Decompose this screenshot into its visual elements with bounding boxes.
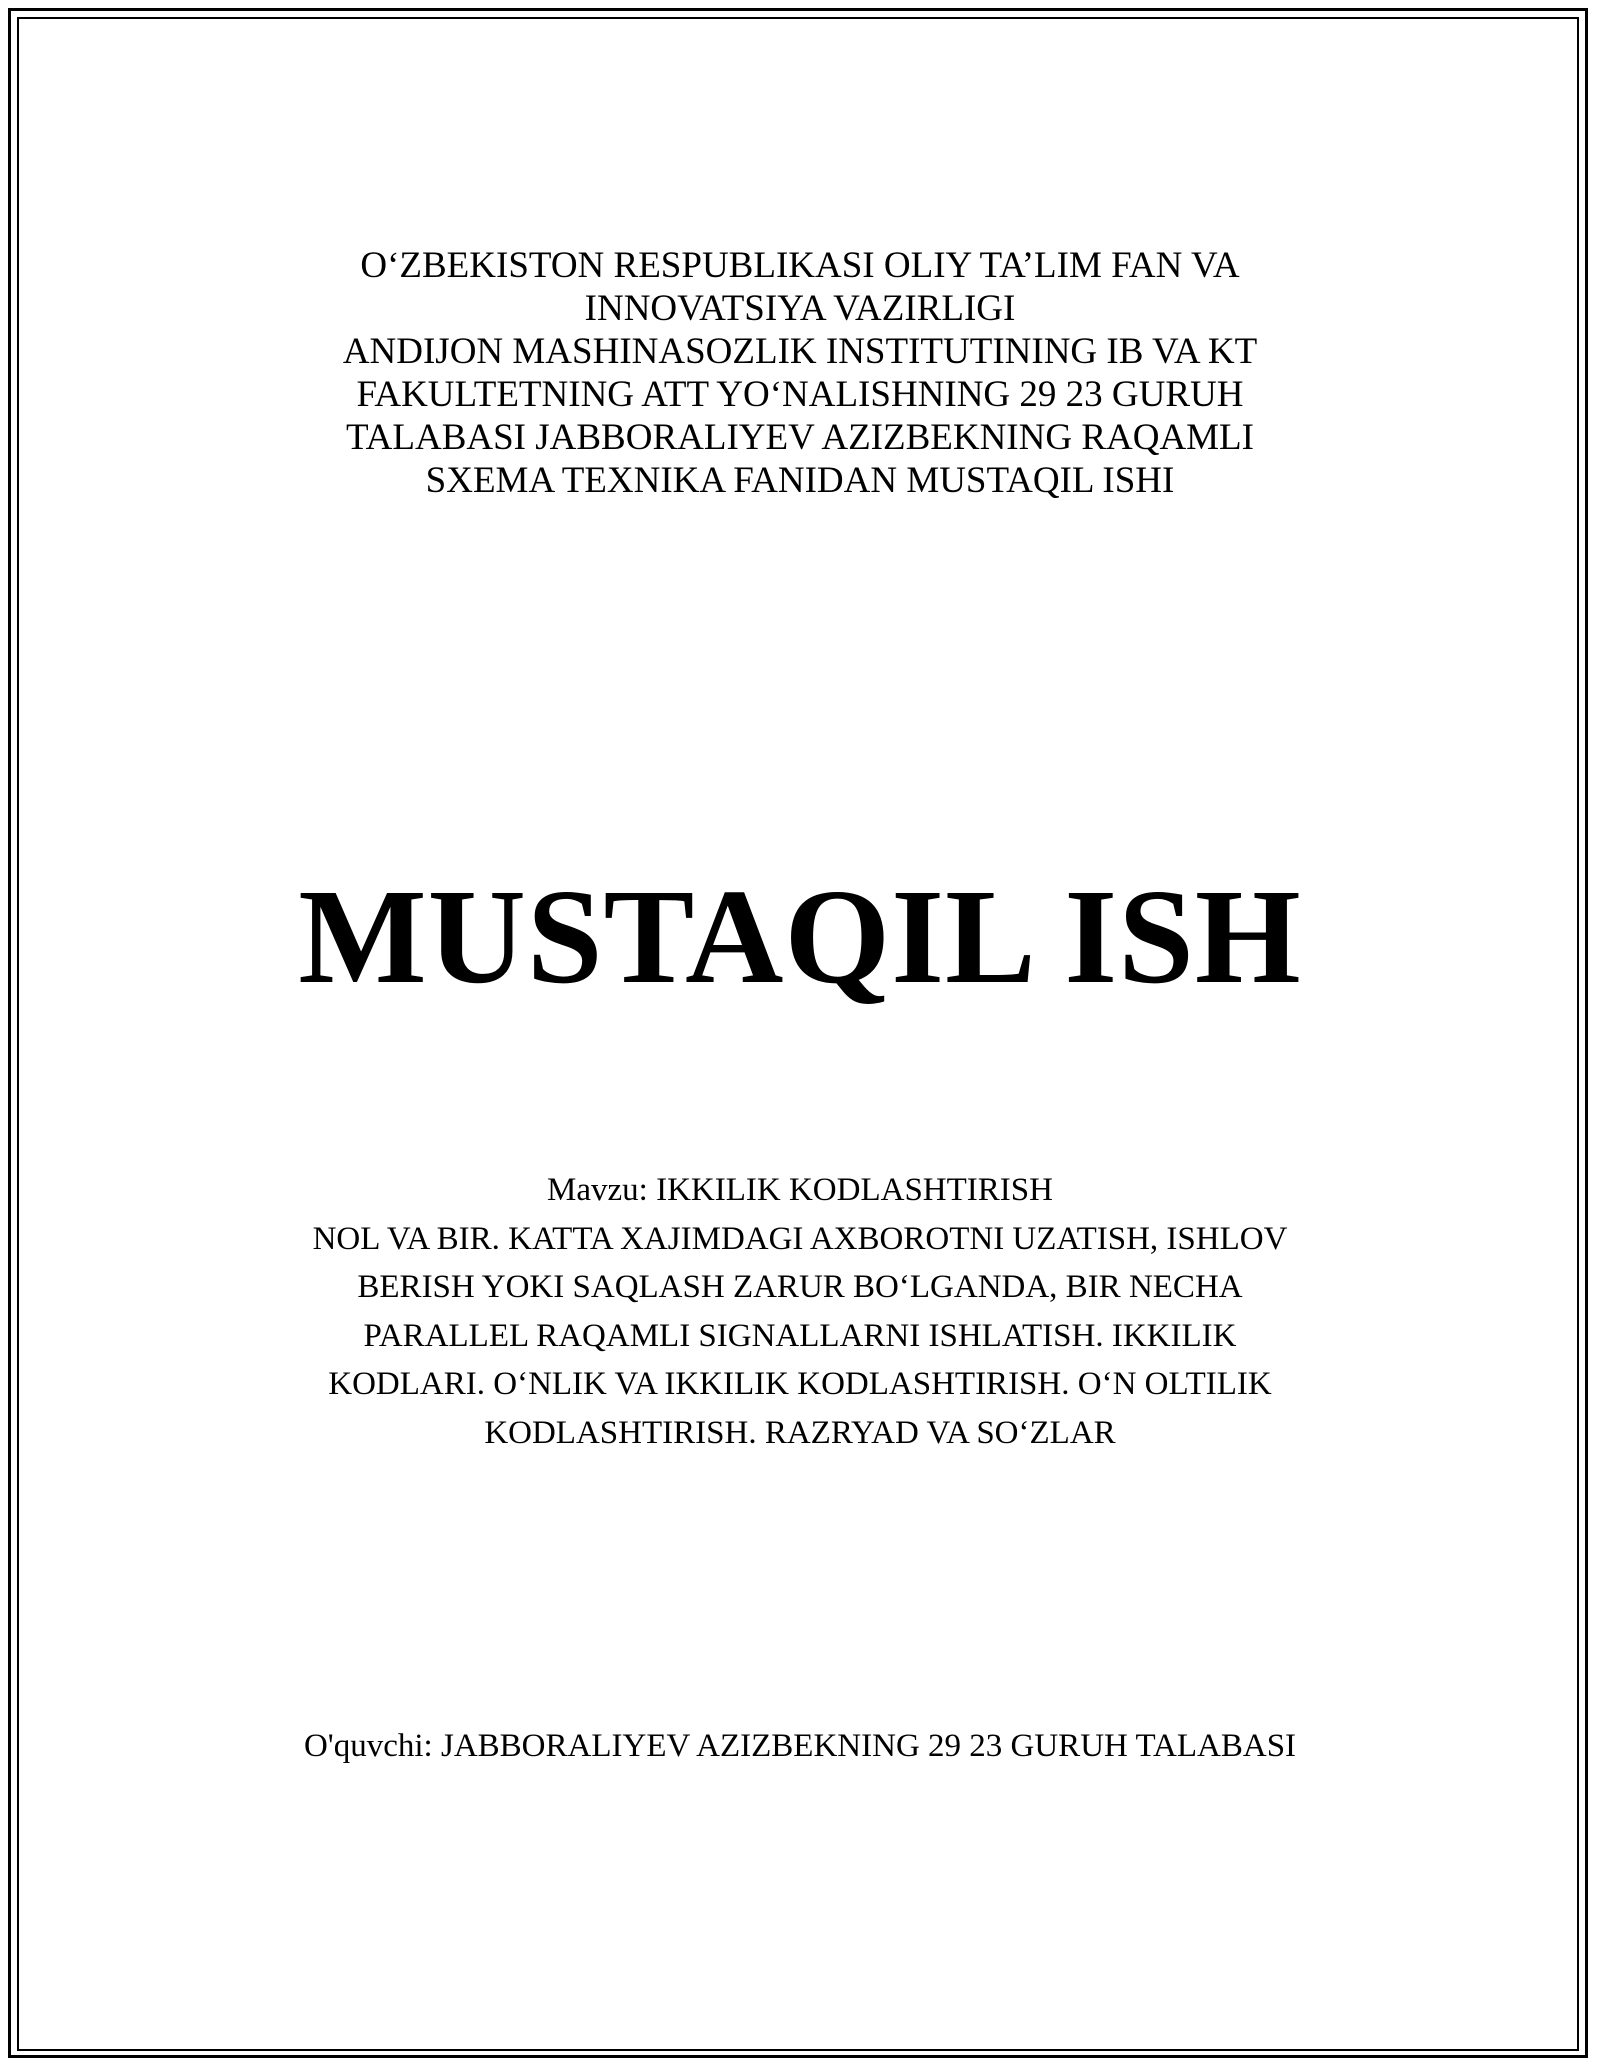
header-line: INNOVATSIYA VAZIRLIGI <box>584 288 1016 329</box>
student-info: O'quvchi: JABBORALIYEV AZIZBEKNING 29 23 GURUH TALABASI <box>303 1728 1297 1764</box>
header-line: SXEMA TEXNIKA FANIDAN MUSTAQIL ISHI <box>425 460 1175 501</box>
topic-line: KODLASHTIRISH. RAZRYAD VA SO‘ZLAR <box>484 1414 1116 1451</box>
topic-line: Mavzu: IKKILIK KODLASHTIRISH <box>547 1172 1053 1208</box>
header-line: O‘ZBEKISTON RESPUBLIKASI OLIY TA’LIM FAN VA <box>360 245 1240 286</box>
ministry-header <box>0 244 1600 502</box>
topic-line: KODLARI. O‘NLIK VA IKKILIK KODLASHTIRISH. O‘N OLTILIK <box>328 1366 1272 1402</box>
topic-line: PARALLEL RAQAMLI SIGNALLARNI ISHLATISH. IKKILIK <box>363 1317 1237 1354</box>
header-line: TALABASI JABBORALIYEV AZIZBEKNING RAQAMLI <box>346 417 1254 458</box>
document-title: MUSTAQIL ISH <box>298 862 1302 1012</box>
topic-block <box>0 1166 1600 1457</box>
topic-line: BERISH YOKI SAQLASH ZARUR BO‘LGANDA, BIR NECHA <box>357 1269 1243 1305</box>
header-line: FAKULTETNING ATT YO‘NALISHNING 29 23 GURUH <box>356 374 1244 415</box>
topic-line: NOL VA BIR. KATTA XAJIMDAGI AXBOROTNI UZATISH, ISHLOV <box>312 1220 1288 1257</box>
header-line: ANDIJON MASHINASOZLIK INSTITUTINING IB VA KT <box>342 331 1258 372</box>
